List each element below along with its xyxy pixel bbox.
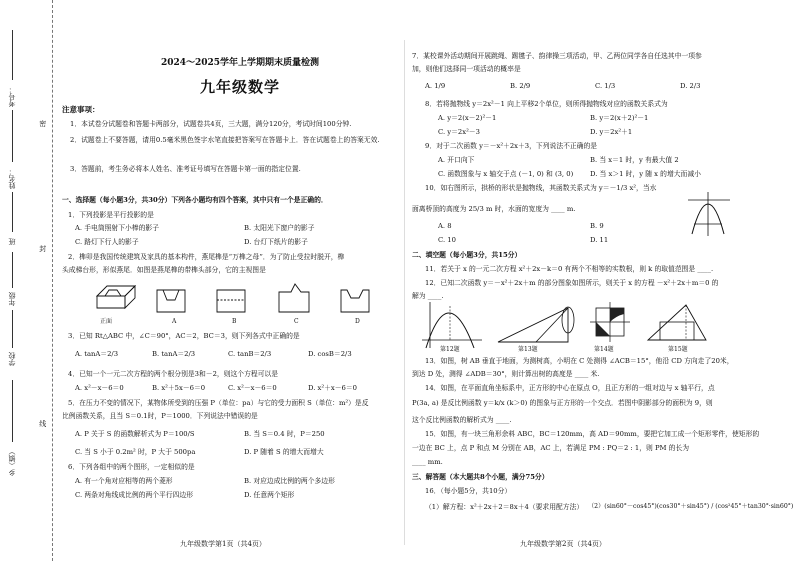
q4-option-c: C. x²－x－6＝0 [228,384,277,392]
q6-stem: 6．下列各组中的两个图形，一定相似的是 [68,463,195,471]
q1-option-d: D. 台灯下纸片的影子 [244,238,308,246]
mi-mark: 密 [38,120,47,127]
q8-stem: 8．若将抛物线 y＝2x²－1 向上平移2个单位，则所得抛物线对应的函数关系式为 [425,100,668,108]
xiang-label: 乡（镇） [8,448,16,476]
q6-option-d: D. 任意两个矩形 [244,491,295,499]
q2-label-a: A [172,318,177,325]
notice-item-1: 1．本试卷分试题卷和答题卡两部分，试题卷共4页，三大题，满分120分，考试时间100分钟. [70,120,352,128]
q8-option-b: B. y＝2(x＋2)²－1 [590,114,649,122]
q2-front-label: 正面 [100,318,113,325]
option-c-figure [279,284,309,312]
q10-bridge-figure [686,190,732,238]
ban-label: 班 [8,238,16,245]
q1-option-a: A. 手电筒照射下小棒的影子 [75,224,159,232]
option-d-figure [341,290,369,312]
q3-option-d: D. cosB＝2/3 [308,350,352,358]
q5-stem-line2: 比例函数关系，且当 S＝0.1时，P＝1000．下列说法中错误的是 [62,412,258,420]
q10-option-d: D. 11 [590,236,609,244]
q5-stem-line1: 5．在压力不变的情况下，某物体所受到的压强 P（单位：pa）与它的受力面积 S（单位：m²）是反 [68,399,369,407]
fig13-tree [496,302,582,348]
feng-mark: 封 [38,245,47,252]
q7-option-a: A. 1/9 [425,82,446,90]
section1-title: 一、选择题（每小题3分，共30分）下列各小题均有四个答案，其中只有一个是正确的． [62,196,328,204]
q16-part1: （1）解方程：x²＋2x＋2＝8x＋4（要求用配方法） [425,503,584,511]
q13-stem-line1: 13．如图，树 AB 垂直于地面，为测树高，小明在 C 处测得 ∠ACB＝15°，他沿 CD 方向走了20米， [425,357,734,365]
q2-label-c: C [294,318,299,325]
option-b-figure [217,290,245,312]
kaohao-line [12,30,13,80]
q15-stem-line2: 一边在 BC 上，点 P 和点 M 分别在 AB，AC 上，若满足 PM : PQ＝2 : 1，则 PM 的长为 [412,444,690,452]
q12-stem-line1: 12．已知二次函数 y＝－x²＋2x＋m 的部分图象如图所示，则关于 x 的方程 －x²＋2x＋m＝0 的 [425,279,719,287]
kaohao-label: 考号： [8,86,16,107]
fig12-caption: 第12题 [440,346,460,353]
q16-stem: 16．（每小题5分，共10分） [425,487,512,495]
q10-option-c: C. 10 [438,236,456,244]
q3-stem: 3．已知 Rt△ABC 中，∠C＝90°，AC＝2，BC＝3，则下列各式中正确的是 [68,332,300,340]
q15-stem-line3: ____ mm. [412,458,443,466]
exam-title: 2024～2025学年上学期期末质量检测 [160,58,320,68]
q2-stem-line2: 头成梯台形，形似燕尾．如图是燕尾榫的带榫头部分，它的主视图是 [62,266,266,274]
q3-option-a: A. tanA＝2/3 [75,350,119,358]
q9-option-b: B. 当 x＝1 时，y 有最大值 2 [590,156,679,164]
q6-option-a: A. 有一个角对应相等的两个菱形 [75,477,173,485]
nianji-line [12,252,13,288]
xingming-label: 姓名： [8,168,16,189]
notice-heading: 注意事项： [62,105,100,114]
q8-option-a: A. y＝2(x－2)²－1 [438,114,497,122]
xuexiao-label: 学校 [8,352,16,366]
q10-stem-line1: 10．如右图所示，拱桥的形状是抛物线，其函数关系式为 y＝－1/3 x²，当水 [425,184,657,192]
q2-label-d: D [355,318,360,325]
xiang-line [12,380,13,442]
q3-option-c: C. tanB＝2/3 [228,350,272,358]
q5-option-c: C. 当 S 小于 0.2m² 时，P 大于 500pa [75,448,196,456]
fig14-square [588,300,632,344]
binding-margin [0,0,53,561]
q2-label-b: B [232,318,237,325]
q2-figures [95,278,385,322]
q4-option-d: D. x²＋x－6＝0 [308,384,357,392]
page-divider [404,40,405,545]
q9-option-d: D. 当 x＞1 时，y 随 x 的增大而减小 [590,170,701,178]
q1-stem: 1．下列投影是平行投影的是 [68,211,154,219]
q5-option-d: D. P 随着 S 的增大而增大 [244,448,324,456]
q9-stem: 9．对于二次函数 y＝－x²＋2x＋3，下列说法不正确的是 [425,142,598,150]
q4-option-b: B. x²＋5x－6＝0 [152,384,206,392]
section2-title: 二、填空题（每小题3分，共15分） [412,251,522,259]
subject-title: 九年级数学 [199,78,280,96]
q16-part2: （2）(sin60°－cos45°)(cos30°＋sin45°) / (cos²45°＋tan30°·sin60°) [588,503,794,510]
q7-stem-line2: 加，则他们选择同一项活动的概率是 [412,65,521,73]
q4-stem: 4．已知一个一元二次方程的两个根分别是3和－2，则这个方程可以是 [68,370,279,378]
q7-stem-line1: 7．某校课外活动期间开展跳绳、踢毽子、韵律操三项活动，甲、乙两位同学各自任选其中一项参 [412,52,702,60]
xingming-line [12,110,13,162]
xuexiao-line [12,310,13,348]
q7-option-b: B. 2/9 [510,82,531,90]
q8-option-c: C. y＝2x²－3 [438,128,480,136]
fig15-triangle [646,302,708,346]
q9-option-a: A. 开口向下 [438,156,475,164]
q11-stem: 11．若关于 x 的一元二次方程 x²＋2x－k＝0 有两个不相等的实数根，则 k 的取值范围是 ____. [425,265,714,273]
q14-stem-line3: 这个反比例函数的解析式为 ____. [412,416,512,424]
fig14-caption: 第14题 [594,346,614,353]
notice-item-3: 3．答题前，考生务必将本人姓名、准考证号填写在答题卡第一面的指定位置. [70,165,301,173]
section3-title: 三、解答题（本大题共8个小题，满分75分） [412,473,549,481]
q4-option-a: A. x²－x－6＝0 [75,384,124,392]
footer-right: 九年级数学第2页（共4页） [520,540,606,548]
q1-option-c: C. 路灯下行人的影子 [75,238,139,246]
q6-option-c: C. 两条对角线成比例的两个平行四边形 [75,491,194,499]
q12-stem-line2: 解为 ____. [412,292,444,300]
q15-stem-line1: 15．如图，有一块三角形余料 ABC，BC＝120mm，高 AD＝90mm，要把它加工成一个矩形零件，使矩形的 [425,430,760,438]
nianji-label: 年级 [8,292,16,306]
q10-option-b: B. 9 [590,222,604,230]
q9-option-c: C. 函数图象与 x 轴交于点 (－1, 0) 和 (3, 0) [438,170,574,178]
ban-line [12,192,13,232]
footer-left: 九年级数学第1页（共4页） [180,540,266,548]
q8-option-d: D. y＝2x²＋1 [590,128,633,136]
q14-stem-line1: 14．如图，在平面直角坐标系中，正方形的中心在原点 O，且正方形的一组对边与 x 轴平行，点 [425,384,715,392]
fig15-caption: 第15题 [668,346,688,353]
q10-option-a: A. 8 [438,222,452,230]
fig13-caption: 第13题 [518,346,538,353]
q3-option-b: B. tanA＝2/3 [152,350,196,358]
notice-item-2: 2．试题卷上不要答题，请用0.5毫米黑色签字水笔直接把答案写在答题卡上．答在试题卷上的答案无效. [70,136,380,144]
q13-stem-line2: 到达 D 处，测得 ∠ADB＝30°，则计算出树的高度是 ____ 米. [412,370,600,378]
fig12-parabola [420,300,484,350]
q6-option-b: B. 对应边成比例的两个多边形 [244,477,335,485]
q5-option-b: B. 当 S＝0.4 时，P＝250 [244,430,325,438]
q1-option-b: B. 太阳光下窗户的影子 [244,224,315,232]
q14-stem-line2: P(3a, a) 是反比例函数 y＝k/x (k＞0) 的图象与正方形的一个交点．若图中阴影部分的面积为 9，则 [412,399,713,407]
option-a-figure [157,290,185,312]
xian-mark: 线 [38,420,47,427]
tenon-3d-figure [97,286,135,308]
q7-option-d: D. 2/3 [680,82,701,90]
q2-stem-line1: 2．榫卯是我国传统建筑及家具的基本构件，燕尾榫是“万榫之母”．为了防止受拉时脱开，榫 [68,253,345,261]
q7-option-c: C. 1/3 [595,82,616,90]
q5-option-a: A. P 关于 S 的函数解析式为 P＝100/S [75,430,195,438]
q10-stem-line2: 面离桥顶的高度为 25/3 m 时，水面的宽度为 ____ m. [412,205,576,213]
